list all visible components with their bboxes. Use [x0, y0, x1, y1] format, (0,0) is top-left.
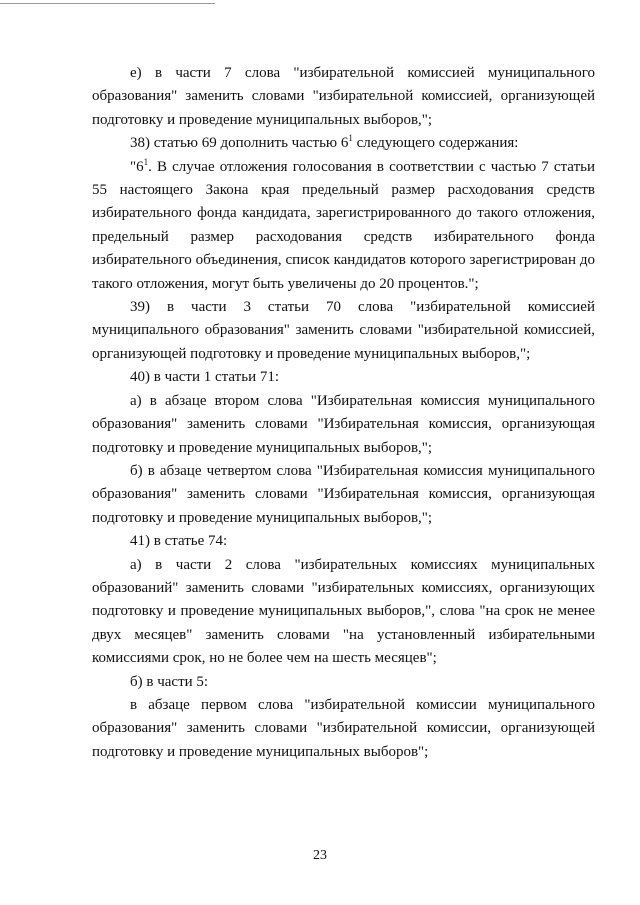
paragraph-b-part-5: б) в части 5:: [130, 673, 209, 690]
paragraph-38-article-69: [92, 132, 595, 155]
paragraph-b-abzats-4: б) в абзаце четвертом слова "Избирательная комиссия муниципального образования" заменить словами "Избирательная комиссия, организующая подготовку и проведение муниципальных выборов,";: [92, 462, 595, 526]
page-number: 23: [313, 848, 327, 863]
paragraph-38-text-before: 38) статью 69 дополнить частью 6: [130, 135, 349, 152]
paragraph-a-abzats-2: а) в абзаце втором слова "Избирательная комиссия муниципального образования" заменить словами "Избирательная комиссия, организующая подготовку и проведение муниципальных выборов,";: [92, 392, 595, 456]
paragraph-39-article-70: 39) в части 3 статьи 70 слова "избирательной комиссией муниципального образования" заменить словами "избирательной комиссией, организующей подготовку и проведение муниципальных выборов,";: [92, 299, 595, 362]
paragraph-40-article-71: 40) в части 1 статьи 71:: [130, 369, 280, 386]
paragraph-38-text-after: следующего содержания:: [352, 135, 519, 152]
paragraph-41-article-74: 41) в статье 74:: [130, 533, 228, 550]
paragraph-abzats-1: в абзаце первом слова "избирательной комиссии муниципального образования" заменить словами "избирательной комиссии, организующей подготовку и проведение муниципальных выборов";: [92, 696, 595, 760]
paragraph-6-1-text-after: . В случае отложения голосования в соответствии с частью 7 статьи 55 настоящего Закона края предельный размер расходования средств избирательного фонда кандидата, зарегистрированного до такого отложения, предельный размер расходования средств избирательного фонда избирательного объединения, список кандидатов которого зарегистрирован до такого отложения, могут быть увеличены до 20 процентов.";: [92, 158, 595, 292]
paragraph-a-part-2: а) в части 2 слова "избирательных комиссиях муниципальных образований" заменить словами "избирательных комиссиях, организующих подготовку и проведение муниципальных выборов,", слова "на срок не менее двух месяцев" заменить словами "на установленный избирательными комиссиями срок, но не более чем на шесть месяцев";: [92, 556, 595, 667]
superscript-marker: 1: [348, 133, 353, 144]
scan-edge-line: [0, 3, 215, 4]
superscript-marker: 1: [143, 156, 149, 167]
paragraph-e-part-7: е) в части 7 слова "избирательной комиссией муниципального образования" заменить словами "избирательной комиссией, организующей подготовку и проведение муниципальных выборов,";: [92, 65, 595, 128]
paragraph-6-1-quote: [92, 156, 595, 296]
paragraph-6-1-text-before: "6: [130, 158, 144, 175]
document-body: [92, 62, 595, 764]
